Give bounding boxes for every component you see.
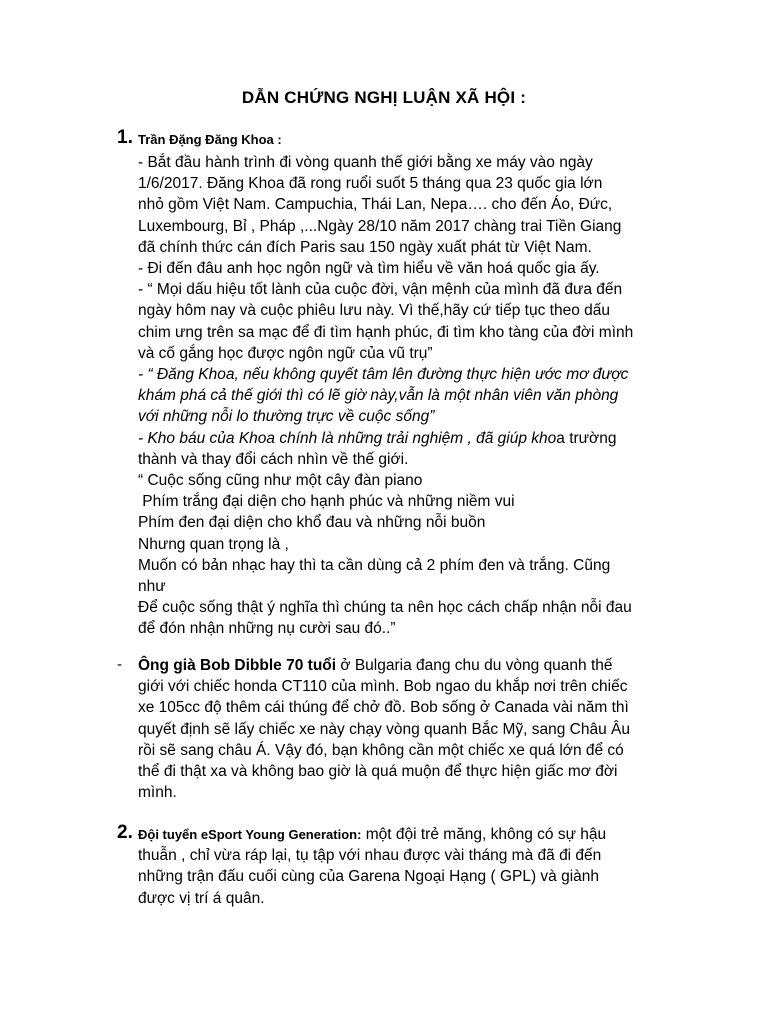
item-1-line: để đón nhận những nụ cười sau đó..”	[138, 620, 396, 638]
item-1-quote-line: khám phá cả thế giới thì có lẽ giờ này,vẫn là một nhân viên văn phòng	[138, 387, 619, 405]
item-1-line: “ Cuộc sống cũng như một cây đàn piano	[138, 472, 423, 490]
dash-item-first-line	[138, 655, 678, 676]
dash-item-marker: -	[117, 656, 122, 673]
item-1-marker: 1.	[117, 127, 133, 148]
item-1-line: - “ Mọi dấu hiệu tốt lành của cuộc đời, vận mệnh của mình đã đưa đến	[138, 281, 623, 299]
item-1-line: ngày hôm nay và cuộc phiêu lưu này. Vì thế,hãy cứ tiếp tục theo dấu	[138, 302, 610, 320]
item-2-marker: 2.	[117, 822, 133, 843]
item-2-line: được vị trí á quân.	[138, 889, 265, 907]
item-2-body	[138, 824, 678, 909]
dash-item-line: thể đi thật xa và không bao giờ là quá muộn để thực hiện giấc mơ đời	[138, 763, 618, 781]
item-1-line: Để cuộc sống thật ý nghĩa thì chúng ta nên học cách chấp nhận nỗi đau	[138, 599, 632, 617]
document-title: DẪN CHỨNG NGHỊ LUẬN XÃ HỘI :	[241, 88, 527, 107]
dash-item-line: rồi sẽ sang châu Á. Vậy đó, bạn không cần một chiếc xe quá lớn để có	[138, 741, 624, 759]
dash-item-bold-lead: Ông già Bob Dibble 70 tuổi	[138, 657, 337, 674]
item-1-line: 1/6/2017. Đăng Khoa đã rong ruổi suốt 5 tháng qua 23 quốc gia lớn	[138, 175, 603, 193]
item-1-line: đã chính thức cán đích Paris sau 150 ngày xuất phát từ Việt Nam.	[138, 238, 592, 256]
item-2-first-line	[138, 824, 678, 845]
item-1-body	[138, 152, 678, 640]
item-2-line: thuẫn , chỉ vừa ráp lại, tụ tập với nhau được vài tháng mà đã đi đến	[138, 847, 602, 865]
item-1-heading-text: Trần Đặng Đăng Khoa :	[138, 132, 282, 147]
item-1-line: Nhưng quan trọng là ,	[138, 535, 289, 553]
item-1-line: Phím đen đại diện cho khổ đau và những nỗi buồn	[138, 514, 486, 532]
dash-item-line: quyết định sẽ lấy chiếc xe này chạy vòng quanh Bắc Mỹ, sang Châu Âu	[138, 720, 630, 738]
dash-item-first-rest: ở Bulgaria đang chu du vòng quanh thế	[336, 657, 613, 674]
item-1-quote-line: với những nỗi lo thường trực về cuộc sống”	[138, 408, 435, 426]
item-1-line: thành và thay đổi cách nhìn về thế giới.	[138, 450, 409, 468]
item-1-line: - Đi đến đâu anh học ngôn ngữ và tìm hiểu về văn hoá quốc gia ấy.	[138, 260, 600, 278]
item-2-heading: Đội tuyển eSport Young Generation:	[138, 827, 362, 842]
item-2-first-rest: một đội trẻ măng, không có sự hậu	[361, 826, 607, 843]
item-1-mixed-line	[138, 428, 678, 449]
item-1-line: Muốn có bản nhạc hay thì ta cần dùng cả 2 phím đen và trắng. Cũng	[138, 556, 611, 574]
item-1-mixed-normal: a trường	[556, 429, 617, 447]
dash-item-body	[138, 655, 678, 803]
item-1-line: chim ưng trên sa mạc để đi tìm hạnh phúc, đi tìm kho tàng của đời mình	[138, 323, 634, 341]
item-1-quote-line: - “ Đăng Khoa, nếu không quyết tâm lên đường thực hiện ước mơ được	[138, 366, 629, 384]
item-1-line: Phím trắng đại diện cho hạnh phúc và những niềm vui	[138, 493, 515, 511]
item-2-line: những trận đấu cuối cùng của Garena Ngoại Hạng ( GPL) và giành	[138, 868, 600, 886]
item-1-line: như	[138, 578, 166, 596]
dash-item-line: giới với chiếc honda CT110 của mình. Bob ngao du khắp nơi trên chiếc	[138, 678, 628, 696]
item-1-mixed-italic: - Kho báu của Khoa chính là những trải nghiệm , đã giúp kho	[138, 429, 557, 447]
item-1-line: Luxembourg, Bỉ , Pháp ,...Ngày 28/10 năm 2017 chàng trai Tiền Giang	[138, 217, 622, 235]
item-1-line: - Bắt đầu hành trình đi vòng quanh thế giới bằng xe máy vào ngày	[138, 154, 593, 171]
item-1-heading	[138, 131, 678, 149]
dash-item-line: mình.	[138, 784, 177, 802]
dash-item-line: xe 105cc độ thêm cái thúng để chở đồ. Bob sống ở Canada vài năm thì	[138, 699, 629, 717]
item-1-line: nhỏ gồm Việt Nam. Campuchia, Thái Lan, Nepa…. cho đến Áo, Đức,	[138, 196, 613, 214]
item-1-line: và cố gắng học được ngôn ngữ của vũ trụ”	[138, 344, 433, 362]
